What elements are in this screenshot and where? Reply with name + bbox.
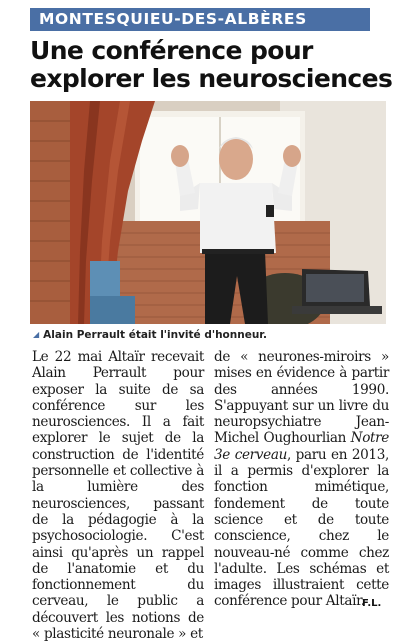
section-kicker: MONTESQUIEU-DES-ALBÈRES (30, 8, 370, 31)
body-paragraph-1: Le 22 mai Altaïr recevait Alain Perrault pour exposer la suite de sa conférence sur les neurosciences. Il a fait explorer le sujet de la construction de l'identité personnelle et collective à la lumière des neurosciences, passant de la pédagogie à la psychosociologie. C'est ainsi qu'après un rappel de l'anatomie et du fonctionnement du cerveau, le public a découvert les notions de « plasticité neuronale » et (32, 349, 204, 642)
article-body-column-2 (214, 349, 389, 610)
book-title: Notre 3e cerveau (214, 430, 389, 463)
article-body-column-1 (32, 349, 204, 642)
author-signature: F.L. (362, 598, 382, 609)
photo-caption (33, 329, 393, 341)
body-text-part-a: de « neurones-miroirs » mises en évidence à partir des années 1990. S'appuyant sur un livre du neuropsychiatre Jean-Michel Oughourlian (214, 349, 389, 447)
article-headline: Une conférence pour explorer les neurosciences (30, 36, 393, 93)
caption-text: Alain Perrault était l'invité d'honneur. (43, 329, 267, 341)
caption-marker-icon: ◢ (33, 330, 40, 339)
body-paragraph-2 (214, 349, 389, 610)
article-photo (30, 101, 386, 324)
body-text-part-b: , paru en 2013, il a permis d'explorer la fonction mimétique, fondement de toute science et de toute conscience, chez le nouveau-né comme chez l'adulte. Les schémas et images illustraient cette conférence pour Altaïr. (214, 446, 390, 610)
